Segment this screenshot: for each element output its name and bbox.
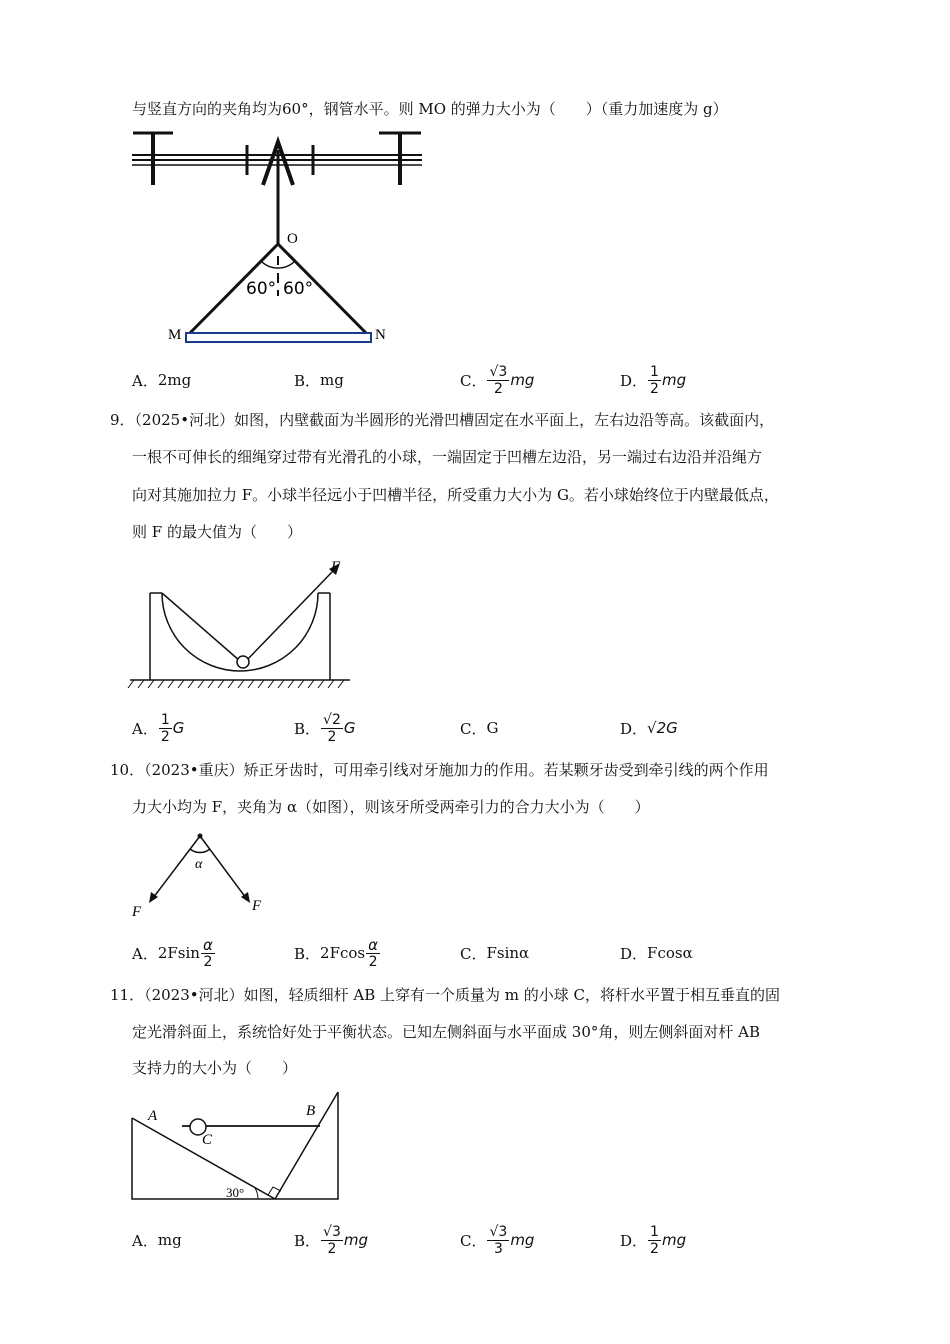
q9-option-a[interactable] [132, 708, 184, 748]
q9-line-3: 向对其施加拉力 F。小球半径远小于凹槽半径，所受重力大小为 G。若小球始终位于内壁最低点， [132, 486, 779, 504]
angle-right-label: 60° [283, 279, 314, 299]
fraction-numerator: √3 [489, 1223, 508, 1240]
fraction-denominator: 2 [650, 380, 659, 397]
label-f-right: F [252, 898, 262, 914]
label-c: C [202, 1132, 213, 1148]
q11-options [132, 1220, 852, 1260]
option-text: mg [510, 371, 535, 389]
option-text: mg [510, 1231, 535, 1249]
q10-figure [128, 828, 268, 920]
option-key: C． [460, 944, 487, 963]
label-30-degrees: 30° [226, 1185, 245, 1200]
option-text: G [172, 719, 185, 737]
label-o: O [287, 231, 298, 247]
q11-line-3: 支持力的大小为（ ） [132, 1059, 298, 1077]
option-text: √2G [647, 719, 678, 737]
q9-option-c[interactable] [460, 708, 498, 748]
q11-option-a[interactable] [132, 1220, 182, 1260]
option-text: 2mg [157, 371, 192, 389]
option-text: 2Fsin [157, 944, 200, 962]
option-key: B． [294, 1231, 321, 1250]
fraction-denominator: 2 [327, 728, 337, 745]
fraction-numerator: 1 [160, 711, 170, 728]
q10-option-b[interactable] [294, 933, 381, 973]
fraction-numerator: √2 [323, 711, 341, 728]
q11-figure [128, 1090, 343, 1205]
fraction-denominator: 2 [650, 1240, 659, 1257]
q9-option-d[interactable] [620, 708, 678, 748]
q11-option-d[interactable] [620, 1220, 686, 1260]
fraction [321, 712, 343, 745]
option-text: mg [661, 371, 687, 389]
angle-left-label: 60° [246, 279, 277, 299]
fraction [321, 1224, 343, 1257]
option-text: mg [661, 1231, 687, 1249]
small-ball [237, 656, 249, 668]
q8-figure [130, 128, 430, 348]
tooth-point [198, 834, 203, 839]
fraction-denominator: 2 [368, 953, 378, 970]
q9-line-1: 9．（2025•河北）如图，内壁截面为半圆形的光滑凹槽固定在水平面上，左右边沿等高。该截面内， [110, 411, 775, 429]
label-f-left: F [132, 904, 142, 920]
label-n: N [375, 327, 386, 343]
q8-option-a[interactable] [132, 360, 191, 400]
fraction-numerator: 1 [650, 363, 659, 380]
q11-line-1: 11．（2023•河北）如图，轻质细杆 AB 上穿有一个质量为 m 的小球 C，将杆水平置于相互垂直的固 [110, 986, 781, 1004]
ground-hatching [128, 680, 344, 688]
fraction-numerator: √3 [323, 1223, 341, 1240]
option-text: Fsinα [486, 944, 530, 962]
option-text: G [343, 719, 356, 737]
steel-pipe-mn [186, 333, 371, 342]
option-key: A． [132, 719, 158, 738]
rope-left [162, 593, 240, 661]
option-text: mg [157, 1231, 182, 1249]
option-text: Fcosα [647, 944, 693, 962]
option-key: A． [132, 371, 158, 390]
fraction-denominator: 2 [160, 728, 170, 745]
force-line-right [200, 836, 246, 898]
fraction [201, 937, 215, 970]
q9-line-2: 一根不可伸长的细绳穿过带有光滑孔的小球，一端固定于凹槽左边沿，另一端过右边沿并沿绳方 [132, 448, 763, 466]
fraction [648, 1224, 661, 1257]
rope-right [246, 571, 333, 661]
fraction-denominator: 3 [493, 1240, 503, 1257]
option-key: D． [620, 1231, 648, 1250]
q9-figure [128, 555, 358, 695]
option-key: D． [620, 719, 648, 738]
option-key: D． [620, 944, 648, 963]
label-b: B [306, 1103, 316, 1119]
fraction-numerator: √3 [489, 363, 508, 380]
option-key: C． [460, 1231, 487, 1250]
q9-option-b[interactable] [294, 708, 355, 748]
fraction-denominator: 2 [203, 953, 213, 970]
q8-text-tail: 与竖直方向的夹角均为60°，钢管水平。则 MO 的弹力大小为（ ）（重力加速度为 g） [132, 100, 728, 118]
label-alpha: α [195, 857, 203, 872]
fraction-numerator: 1 [650, 1223, 659, 1240]
option-key: D． [620, 371, 648, 390]
option-key: C． [460, 719, 487, 738]
label-m: M [168, 327, 182, 343]
label-a: A [148, 1108, 158, 1124]
fraction [487, 364, 509, 397]
option-key: B． [294, 719, 321, 738]
q11-line-2: 定光滑斜面上，系统恰好处于平衡状态。已知左侧斜面与水平面成 30°角，则左侧斜面对杆 AB [132, 1023, 760, 1041]
q8-option-d[interactable] [620, 360, 686, 400]
fraction [487, 1224, 509, 1257]
q10-options [132, 933, 852, 973]
fraction-numerator: α [202, 935, 213, 954]
force-line-left [153, 836, 200, 898]
option-key: B． [294, 944, 321, 963]
fraction [159, 712, 172, 745]
q9-options [132, 708, 852, 748]
fraction-denominator: 2 [493, 380, 503, 397]
label-f: F [331, 559, 341, 575]
fraction-numerator: α [368, 935, 379, 954]
option-key: C． [460, 371, 487, 390]
option-text: mg [320, 371, 344, 389]
option-key: A． [132, 1231, 158, 1250]
q11-option-c[interactable] [460, 1220, 534, 1260]
alpha-arc [190, 849, 210, 853]
q8-options [132, 360, 852, 400]
option-key: B． [294, 371, 321, 390]
q9-line-4: 则 F 的最大值为（ ） [132, 523, 302, 541]
option-key: A． [132, 944, 158, 963]
option-text: 2Fcos [320, 944, 366, 962]
q10-option-c[interactable] [460, 933, 529, 973]
fraction-denominator: 2 [327, 1240, 337, 1257]
q10-option-a[interactable] [132, 933, 216, 973]
q10-line-1: 10．（2023•重庆）矫正牙齿时，可用牵引线对牙施加力的作用。若某颗牙齿受到牵引线的两个作用 [110, 761, 769, 779]
q8-option-b[interactable] [294, 360, 344, 400]
q10-option-d[interactable] [620, 933, 693, 973]
option-text: G [486, 719, 499, 737]
fraction [366, 937, 380, 970]
option-text: mg [343, 1231, 368, 1249]
fraction [648, 364, 661, 397]
q10-line-2: 力大小均为 F，夹角为 α（如图），则该牙所受两牵引力的合力大小为（ ） [132, 798, 650, 816]
q11-option-b[interactable] [294, 1220, 368, 1260]
q8-option-c[interactable] [460, 360, 534, 400]
